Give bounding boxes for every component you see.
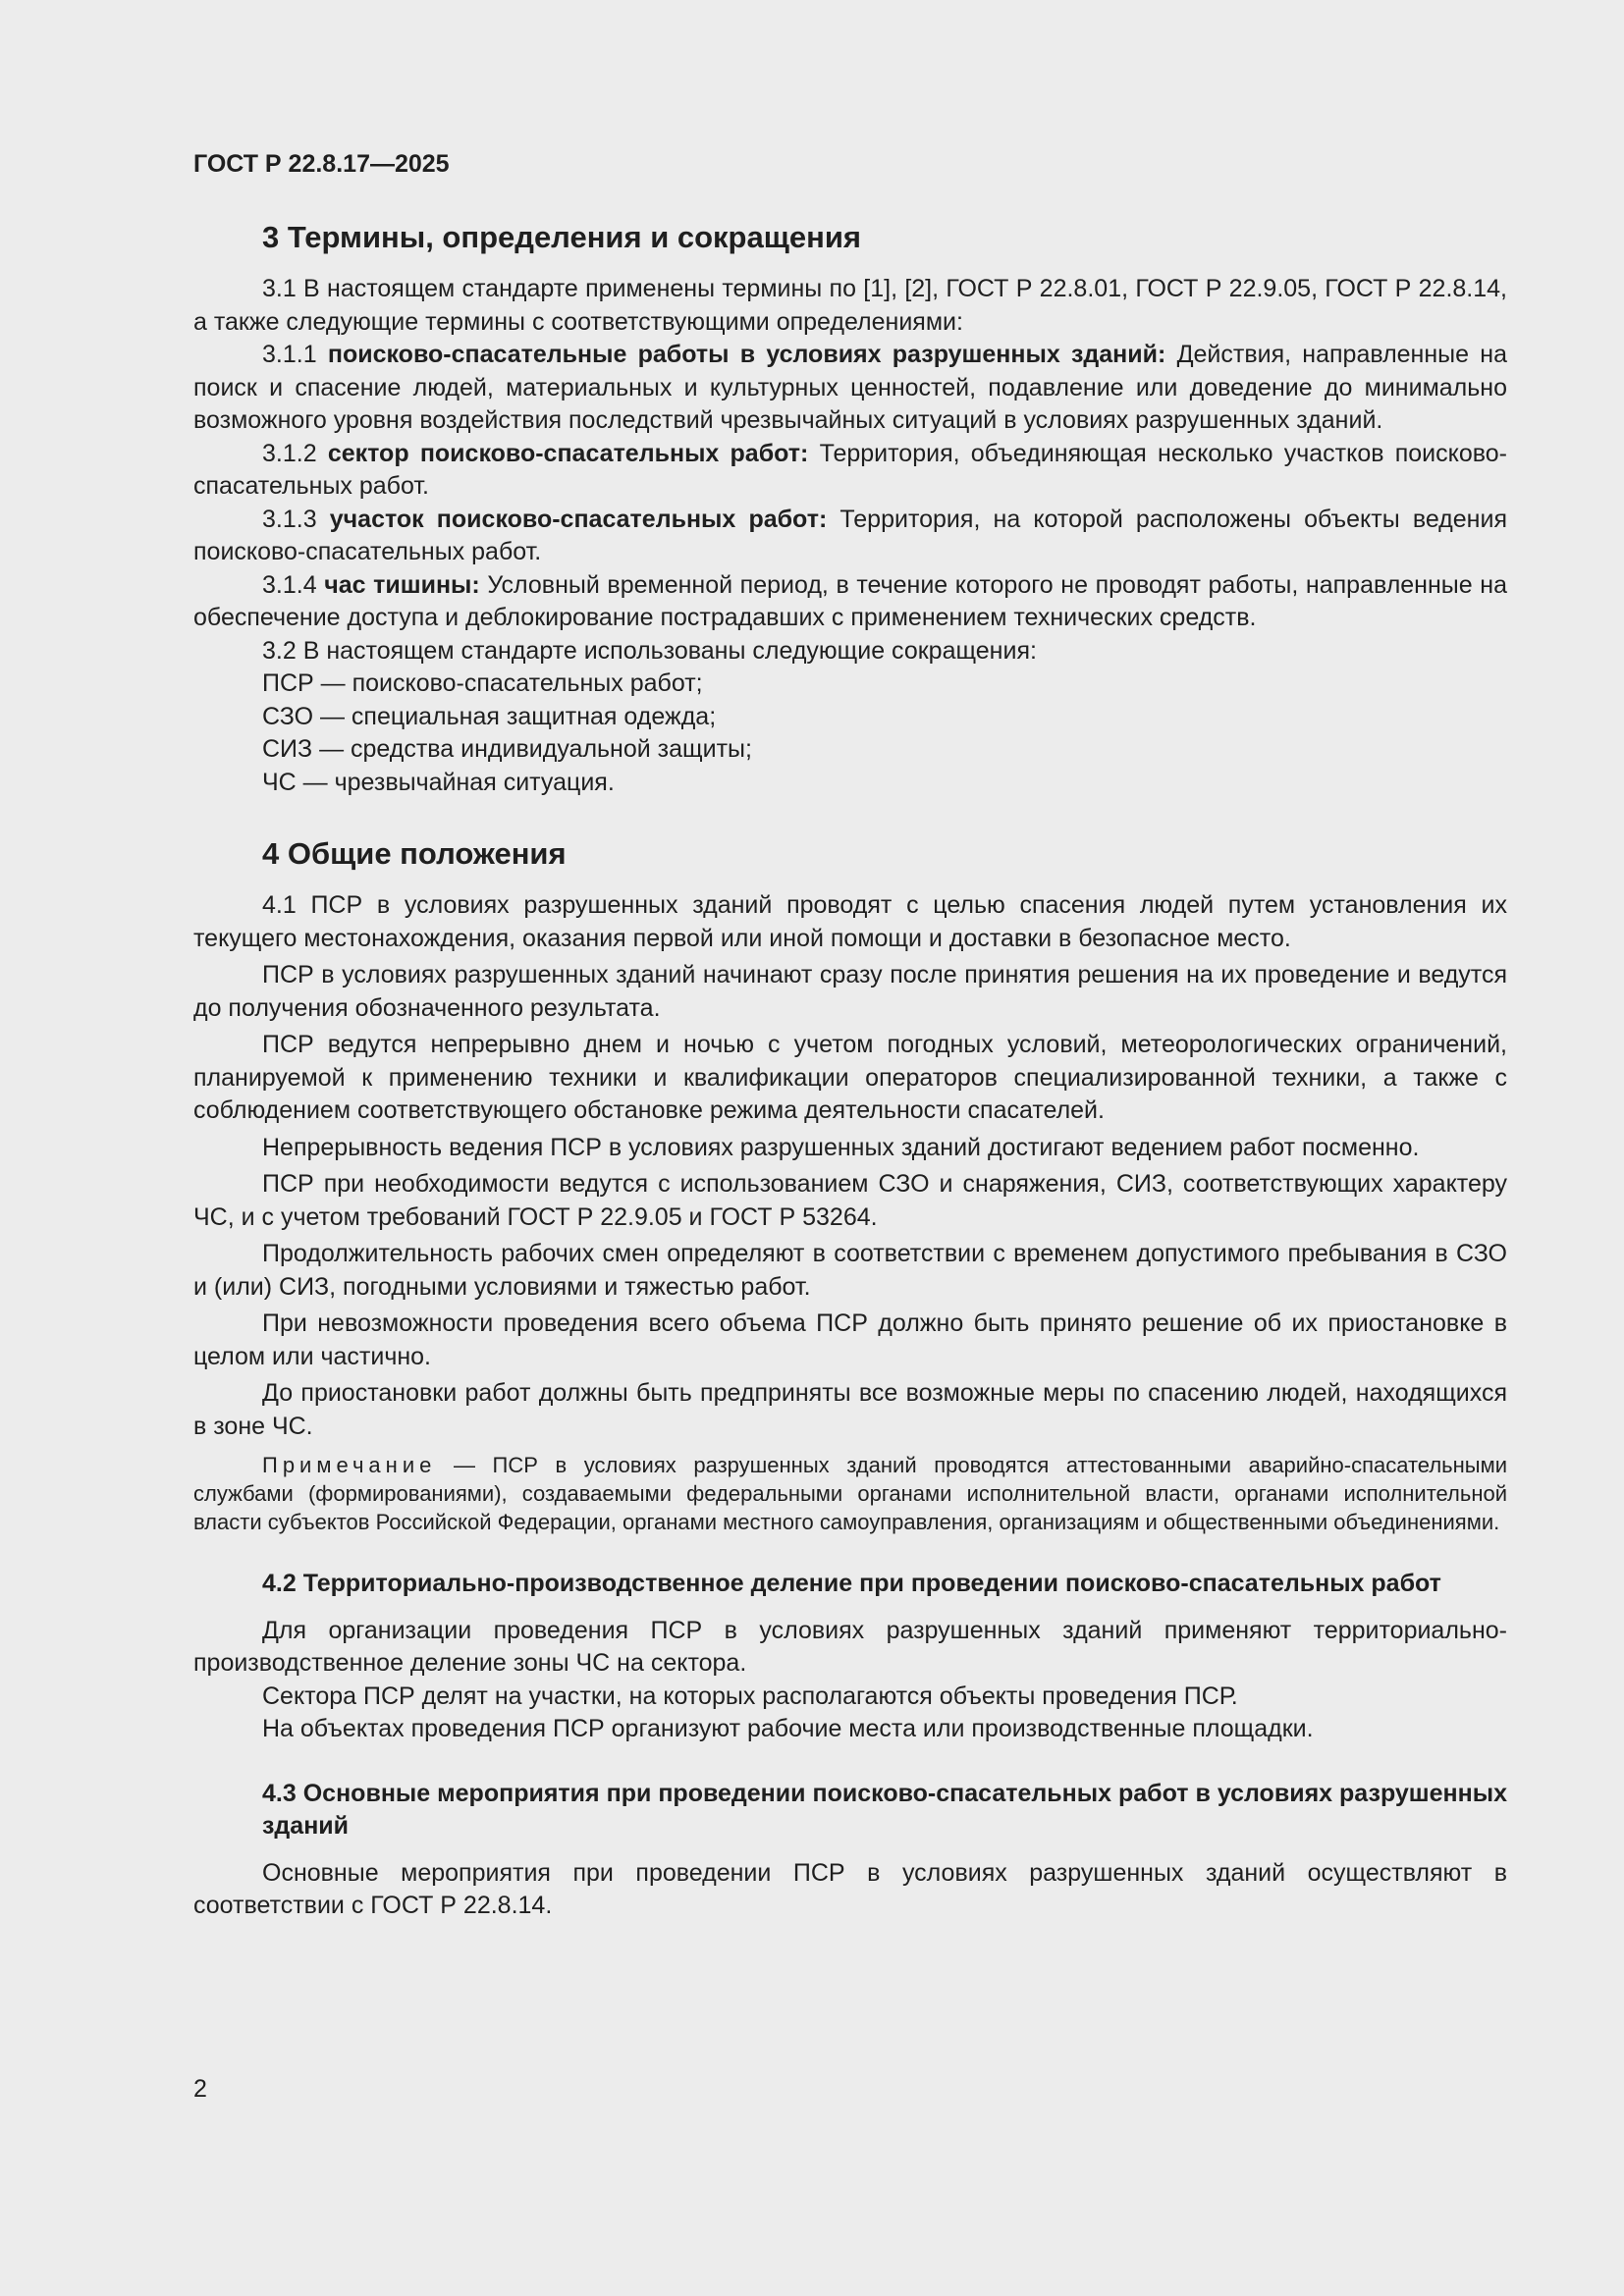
term-name: поисково-спасательные работы в условиях разрушенных зданий: (327, 341, 1166, 368)
term-number: 3.1.4 (262, 570, 325, 599)
term-name: час тишины: (324, 570, 480, 599)
term-definition: Территория, объединяющая несколько участков поисково-спасательных работ. (193, 439, 1507, 500)
section-3-heading: 3 Термины, определения и сокращения (262, 220, 861, 254)
page-number: 2 (193, 2075, 207, 2103)
paragraph-3-1: 3.1 В настоящем стандарте применены термины по [1], [2], ГОСТ Р 22.8.01, ГОСТ Р 22.9.05, ГОСТ Р 22.8.14, а также следующие термины с соответствующими определениями: (193, 275, 1507, 336)
note (193, 1451, 1507, 1536)
subsection-4-2-heading: 4.2 Территориально-производственное деление при проведении поисково-спасательных работ (262, 1570, 1441, 1597)
note-text: — ПСР в условиях разрушенных зданий проводятся аттестованными аварийно-спасательными службами (формированиями), создаваемыми федеральными органами исполнительной власти, органами исполнительной власти субъектов Российской Федерации, органами местного самоуправления, организациям и общественными объединениями. (193, 1453, 1507, 1534)
subsection-4-3-heading: 4.3 Основные мероприятия при проведении поисково-спасательных работ в условиях разрушенных зданий (262, 1779, 1507, 1840)
term-definition: Условный временной период, в течение которого не проводят работы, направленные на обеспечение доступа и деблокирование пострадавших с применением технических средств. (193, 570, 1507, 631)
paragraph: Продолжительность рабочих смен определяют в соответствии с временем допустимого пребывания в СЗО и (или) СИЗ, погодными условиями и тяжестью работ. (193, 1240, 1507, 1301)
paragraph: 4.1 ПСР в условиях разрушенных зданий проводят с целью спасения людей путем установления их текущего местонахождения, оказания первой или иной помощи и доставки в безопасное место. (193, 891, 1507, 952)
paragraph: ПСР при необходимости ведутся с использованием СЗО и снаряжения, СИЗ, соответствующих характеру ЧС, и с учетом требований ГОСТ Р 22.9.05 и ГОСТ Р 53264. (193, 1170, 1507, 1231)
term-definition: Действия, направленные на поиск и спасение людей, материальных и культурных ценностей, подавление или доведение до минимально возможного уровня воздействия последствий чрезвычайных ситуаций в условиях разрушенных зданий. (193, 341, 1507, 434)
paragraph: Сектора ПСР делят на участки, на которых располагаются объекты проведения ПСР. (262, 1682, 1238, 1710)
abbreviation-item: СЗО — специальная защитная одежда; (262, 702, 717, 730)
term-definition: Территория, на которой расположены объекты ведения поисково-спасательных работ. (193, 505, 1507, 565)
paragraph: Непрерывность ведения ПСР в условиях разрушенных зданий достигают ведением работ посменно. (262, 1133, 1420, 1161)
document-code: ГОСТ Р 22.8.17—2025 (193, 150, 450, 178)
term-3-1-3 (193, 504, 1507, 569)
term-3-1-4 (193, 569, 1507, 635)
term-name: участок поисково-спасательных работ: (329, 505, 828, 533)
paragraph: На объектах проведения ПСР организуют рабочие места или производственные площадки. (262, 1715, 1314, 1742)
term-3-1-1 (193, 339, 1507, 438)
paragraph: ПСР в условиях разрушенных зданий начинают сразу после принятия решения на их проведение и ведутся до получения обозначенного результата. (193, 961, 1507, 1022)
paragraph: При невозможности проведения всего объема ПСР должно быть принято решение об их приостановке в целом или частично. (193, 1309, 1507, 1370)
abbreviation-item: ПСР — поисково-спасательных работ; (262, 669, 703, 697)
paragraph: Для организации проведения ПСР в условиях разрушенных зданий применяют территориально-производственное деление зоны ЧС на сектора. (193, 1616, 1507, 1677)
term-number: 3.1.1 (262, 341, 328, 368)
page-content (193, 149, 1507, 1923)
paragraph: Основные мероприятия при проведении ПСР в условиях разрушенных зданий осуществляют в соответствии с ГОСТ Р 22.8.14. (193, 1858, 1507, 1919)
paragraph: До приостановки работ должны быть предприняты все возможные меры по спасению людей, находящихся в зоне ЧС. (193, 1379, 1507, 1440)
abbreviation-item: СИЗ — средства индивидуальной защиты; (262, 735, 752, 763)
term-number: 3.1.2 (262, 439, 328, 467)
term-3-1-2 (193, 438, 1507, 504)
term-number: 3.1.3 (262, 505, 330, 533)
note-label: Примечание (262, 1453, 437, 1477)
abbreviation-item: ЧС — чрезвычайная ситуация. (262, 768, 615, 796)
term-name: сектор поисково-спасательных работ: (327, 439, 809, 467)
section-4-heading: 4 Общие положения (262, 836, 567, 871)
paragraph: ПСР ведутся непрерывно днем и ночью с учетом погодных условий, метеорологических ограничений, планируемой к применению техники и квалификации операторов специализированной техники, а также с соблюдением соответствующего обстановке режима деятельности спасателей. (193, 1031, 1507, 1124)
paragraph-3-2: 3.2 В настоящем стандарте использованы следующие сокращения: (262, 636, 1037, 665)
